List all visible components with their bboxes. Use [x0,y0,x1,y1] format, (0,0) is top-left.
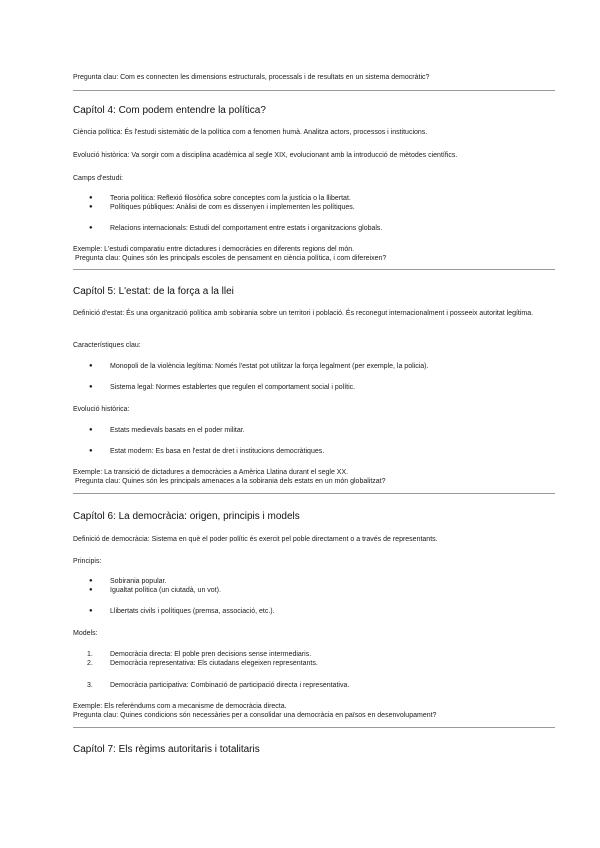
key-question: Pregunta clau: Com es connecten les dimensions estructurals, processals i de resultats en un sistema democràtic? [73,74,430,81]
chapter-7-title: Capítol 7: Els règims autoritaris i totalitaris [73,744,260,755]
example-text: Exemple: Els referèndums com a mecanisme de democràcia directa. [73,703,287,710]
key-characteristics-label: Característiques clau: [73,342,141,349]
fields-of-study-label: Camps d'estudi: [73,175,123,182]
bullet-icon: ● [89,587,93,593]
list-number: 3. [87,682,93,689]
chapter-6-title: Capítol 6: La democràcia: origen, principis i models [73,511,300,522]
section-divider [73,90,555,91]
bullet-icon: ● [89,204,93,210]
bullet-icon: ● [89,195,93,201]
models-label: Models: [73,630,98,637]
bullet-icon: ● [89,225,93,231]
bullet-icon: ● [89,608,93,614]
historical-evolution-label: Evolució històrica: [73,406,130,413]
example-text: Exemple: La transició de dictadures a democràcies a Amèrica Llatina durant el segle XX. [73,469,349,476]
historical-evolution-text: Evolució històrica: Va sorgir com a disciplina acadèmica al segle XIX, evolucionant amb la introducció de mètodes científics. [73,152,458,159]
key-question: Pregunta clau: Quines són les principals amenaces a la sobirania dels estats en un món globalitzat? [75,478,386,485]
section-divider [73,727,555,728]
state-definition: Definició d'estat: És una organització política amb sobirania sobre un territori i població. És reconegut internacionalment i posseeix autoritat legítima. [73,310,534,317]
chapter-4-title: Capítol 4: Com podem entendre la política? [73,105,266,116]
key-question: Pregunta clau: Quines condicions són necessàries per a consolidar una democràcia en països en desenvolupament? [73,712,437,719]
bullet-icon: ● [89,448,93,454]
democracy-definition: Definició de democràcia: Sistema en què el poder polític és exercit pel poble directament o a través de representants. [73,536,438,543]
chapter-5-title: Capítol 5: L'estat: de la força a la llei [73,286,234,297]
political-science-definition: Ciència política: És l'estudi sistemàtic de la política com a fenomen humà. Analitza actors, processos i institucions. [73,129,428,136]
list-number: 2. [87,660,93,667]
principles-label: Principis: [73,558,102,565]
bullet-icon: ● [89,384,93,390]
list-number: 1. [87,651,93,658]
section-divider [73,269,555,270]
bullet-icon: ● [89,427,93,433]
section-divider [73,493,555,494]
bullet-icon: ● [89,578,93,584]
bullet-icon: ● [89,363,93,369]
example-text: Exemple: L'estudi comparatiu entre dictadures i democràcies en diferents regions del món. [73,246,355,253]
key-question: Pregunta clau: Quines són les principals escoles de pensament en ciència política, i com difereixen? [75,255,387,262]
